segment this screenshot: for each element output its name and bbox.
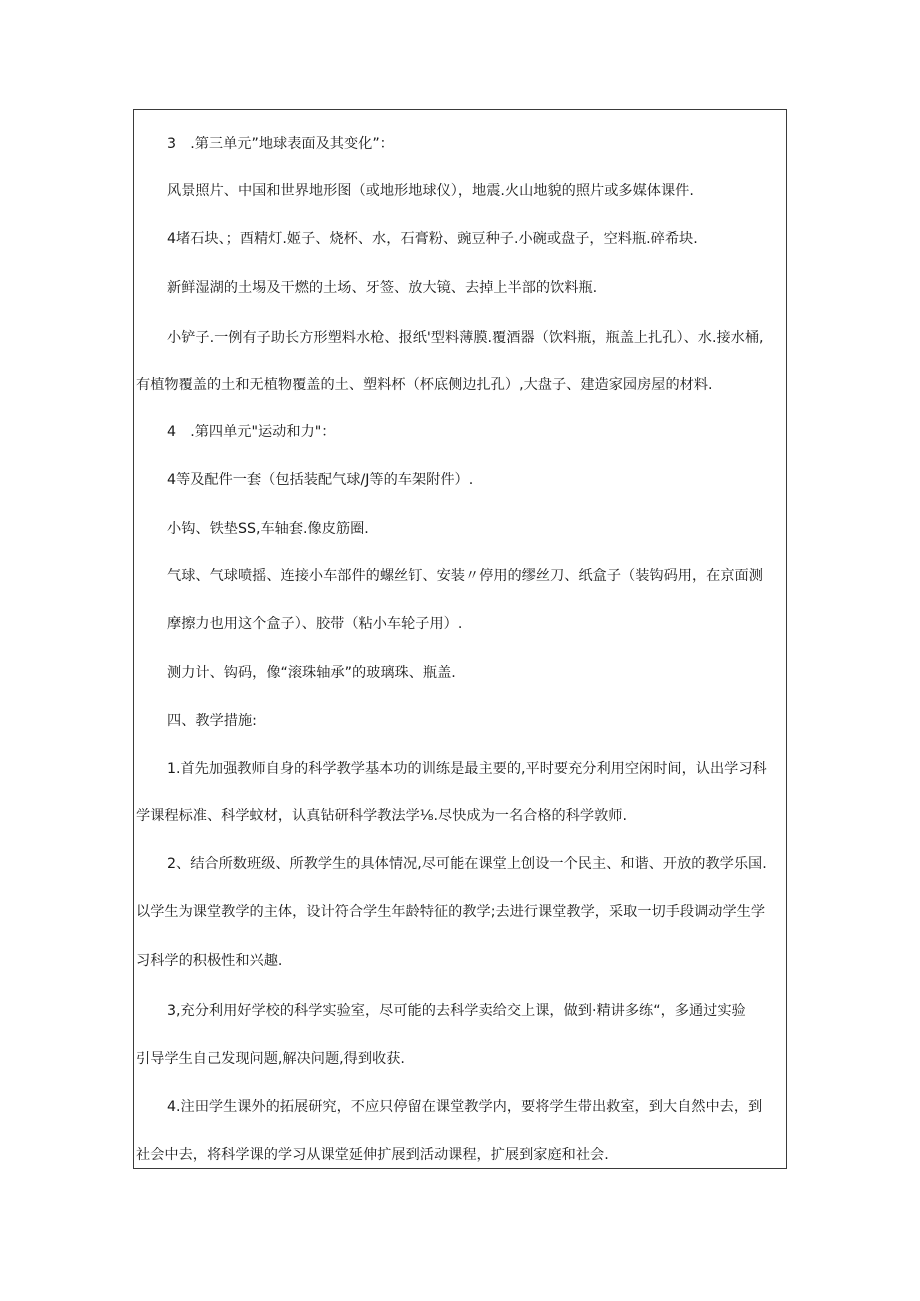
paragraph-line: 4等及配件一套（包括装配气球/J等的车架附件）. [167,472,474,488]
paragraph-line: 社会中去，将科学课的学习从课堂延伸扩展到活动课程，扩展到家庭和社会. [136,1147,609,1163]
unit-three-heading: 3 .第三单元”地球表面及其变化”： [167,136,394,152]
paragraph-line: 气球、气球喷摇、连接小车部件的螺丝钉、安装〃停用的缪丝刀、纸盒子（装钩码用，在京面测 [167,568,763,584]
paragraph-line: 习科学的积极性和兴趣. [136,953,283,969]
paragraph-line: 小铲子.一例有子助长方形塑料水枪、报纸'型料薄膜.覆酒器（饮料瓶，瓶盖上扎孔）、水.接水桶, [167,330,764,346]
paragraph-line: 新鲜湿湖的土埸及干燃的土场、牙签、放大镜、去掉上半部的饮料瓶. [167,280,598,296]
document-frame [133,109,787,1169]
paragraph-line: 2、结合所数班级、所教学生的具体情况,尽可能在课堂上创设一个民主、和谐、开放的教学乐国. [167,856,767,872]
paragraph-line: 3,充分利用好学校的科学实验室，尽可能的去科学卖给交上课，做到·精讲多练“，多通过实验 [167,1003,746,1019]
unit-four-heading: 4 .第四单元"运动和力"： [167,424,336,440]
section-heading-teaching-measures: 四、教学措施: [167,713,257,729]
paragraph-line: 学课程标准、科学蚊材，认真钻研科学教法学⅛.尽快成为一名合格的科学敦师. [136,808,627,824]
paragraph-line: 以学生为课堂教学的主体，设计符合学生年龄特征的教学;去进行课堂教学，采取一切手段调动学生学 [136,904,766,920]
paragraph-line: 引导学生自己发现问题,解决问题,得到收获. [136,1051,405,1067]
paragraph-line: 4堵石块、；酉精灯.姬子、烧杯、水，石膏粉、豌豆种子.小碗或盘子，空料瓶.碎希块. [167,231,698,247]
paragraph-line: 小钩、铁垫SS,车轴套.像皮筋圈. [167,521,369,537]
paragraph-line: 摩擦力也用这个盒子）、胶带（粘小车轮子用）. [167,616,463,632]
paragraph-line: 测力计、钩码，像“滚珠轴承”的玻璃珠、瓶盖. [167,665,456,681]
paragraph-line: 风景照片、中国和世界地形图（或地形地球仪），地震.火山地貌的照片或多媒体课件. [167,183,694,199]
paragraph-line: 4.注田学生课外的拓展研究，不应只停留在课堂教学内，要将学生带出救室，到大自然中去，到 [167,1099,763,1115]
paragraph-line: 有植物覆盖的土和无植物覆盖的土、塑料杯（杯底侧边扎孔）,大盘子、建造家园房屋的材料. [136,377,713,393]
paragraph-line: 1.首先加强教师自身的科学教学基本功的训练是最主要的,平时要充分利用空闲时间，认出学习科 [167,761,767,777]
